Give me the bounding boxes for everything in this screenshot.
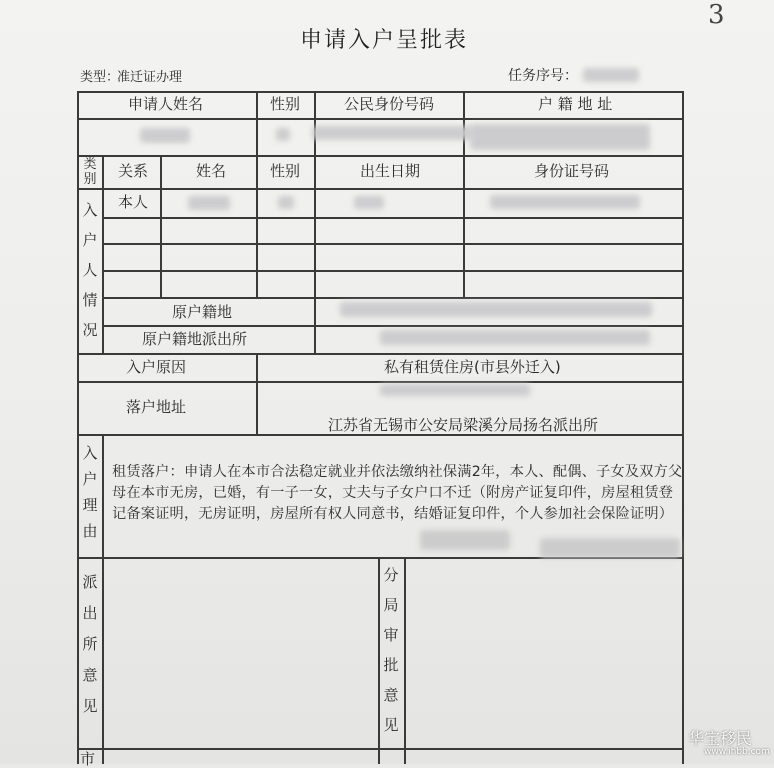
side-label-police-opinion: 派出所意见 <box>82 573 98 715</box>
redacted-date <box>540 538 680 558</box>
label-original-hukou: 原户籍地 <box>172 303 233 321</box>
reason-value: 私有租赁住房(市县外迁入) <box>384 358 561 376</box>
page-number-mark: 3 <box>708 0 725 30</box>
col-line <box>314 91 316 155</box>
side-label-justification: 入户理由 <box>82 444 98 540</box>
col-line <box>463 155 465 298</box>
table-border-left <box>77 91 79 764</box>
redacted-member-gender <box>278 196 294 209</box>
col-line <box>378 557 380 764</box>
type-value: 准迁证办理 <box>117 70 183 85</box>
row-line <box>77 434 683 436</box>
type-label: 类型： <box>80 70 120 85</box>
col-header-id-number: 公民身份号码 <box>344 95 435 113</box>
settle-police-station: 江苏省无锡市公安局梁溪分局扬名派出所 <box>328 416 599 434</box>
task-number-label: 任务序号： <box>508 68 578 84</box>
label-reason: 入户原因 <box>126 358 187 376</box>
row-line <box>77 381 683 383</box>
col-header-member-gender: 性别 <box>270 162 301 180</box>
redacted-signature <box>420 530 510 550</box>
redacted-gender <box>276 128 290 141</box>
redacted-member-name <box>188 196 230 210</box>
row-line <box>102 217 683 219</box>
col-header-member-name: 姓名 <box>196 162 227 180</box>
member-relation-self: 本人 <box>118 193 149 211</box>
redacted-member-id <box>490 195 640 209</box>
row-line <box>77 155 683 157</box>
row-line <box>77 353 683 355</box>
justification-text: 租赁落户：申请人在本市合法稳定就业并依法缴纳社保满2年，本人、配偶、子女及双方父母在本市无房，已婚，有一子一女，丈夫与子女户口不迁（附房产证复印件，房屋租赁登记备案证明，无房证明，房屋所有权人同意书，结婚证复印件，个人参加社会保险证明） <box>112 464 683 522</box>
label-settle-address: 落户地址 <box>126 398 187 416</box>
col-line <box>256 353 258 434</box>
row-line <box>102 270 683 272</box>
col-header-gender: 性别 <box>270 95 301 113</box>
form-title: 申请入户呈批表 <box>300 28 469 53</box>
redacted-applicant-name <box>140 128 190 143</box>
col-header-category <box>80 157 100 187</box>
col-line <box>102 155 104 353</box>
col-line <box>160 155 162 298</box>
redacted-id-number <box>312 126 472 140</box>
col-header-birth-date: 出生日期 <box>360 162 421 180</box>
col-header-relation: 关系 <box>118 162 149 180</box>
row-line <box>77 118 683 120</box>
row-line <box>77 188 683 190</box>
col-line <box>256 91 258 155</box>
redacted-original-police-station <box>380 330 650 345</box>
col-line <box>404 557 406 764</box>
side-label-members: 入户人情况 <box>82 201 98 339</box>
row-line <box>102 297 683 299</box>
table-border-right <box>682 91 684 764</box>
col-header-hukou-address: 户 籍 地 址 <box>538 95 613 113</box>
watermark-logo: 华宝移民 <box>688 729 753 748</box>
side-label-branch-opinion: 分局审批意见 <box>383 566 399 734</box>
col-line <box>314 155 316 353</box>
watermark-url: www.ihbb.com <box>704 747 770 757</box>
row-line <box>77 748 683 750</box>
col-line <box>102 434 104 764</box>
redacted-birth-date <box>354 196 384 209</box>
category-char-1: 类别 <box>83 157 97 187</box>
redacted-hukou-address <box>470 124 650 150</box>
col-header-applicant-name: 申请人姓名 <box>128 95 204 113</box>
bottom-row-partial-label: 市 <box>80 750 96 768</box>
row-line <box>77 91 683 93</box>
col-line <box>463 91 465 155</box>
row-line <box>102 325 683 327</box>
redacted-task-number <box>583 68 639 82</box>
row-line <box>102 243 683 245</box>
label-original-police-station: 原户籍地派出所 <box>142 330 248 348</box>
col-header-id-card: 身份证号码 <box>534 162 610 180</box>
redacted-original-hukou <box>340 302 652 317</box>
redacted-settle-address <box>380 384 530 396</box>
col-line <box>256 155 258 298</box>
